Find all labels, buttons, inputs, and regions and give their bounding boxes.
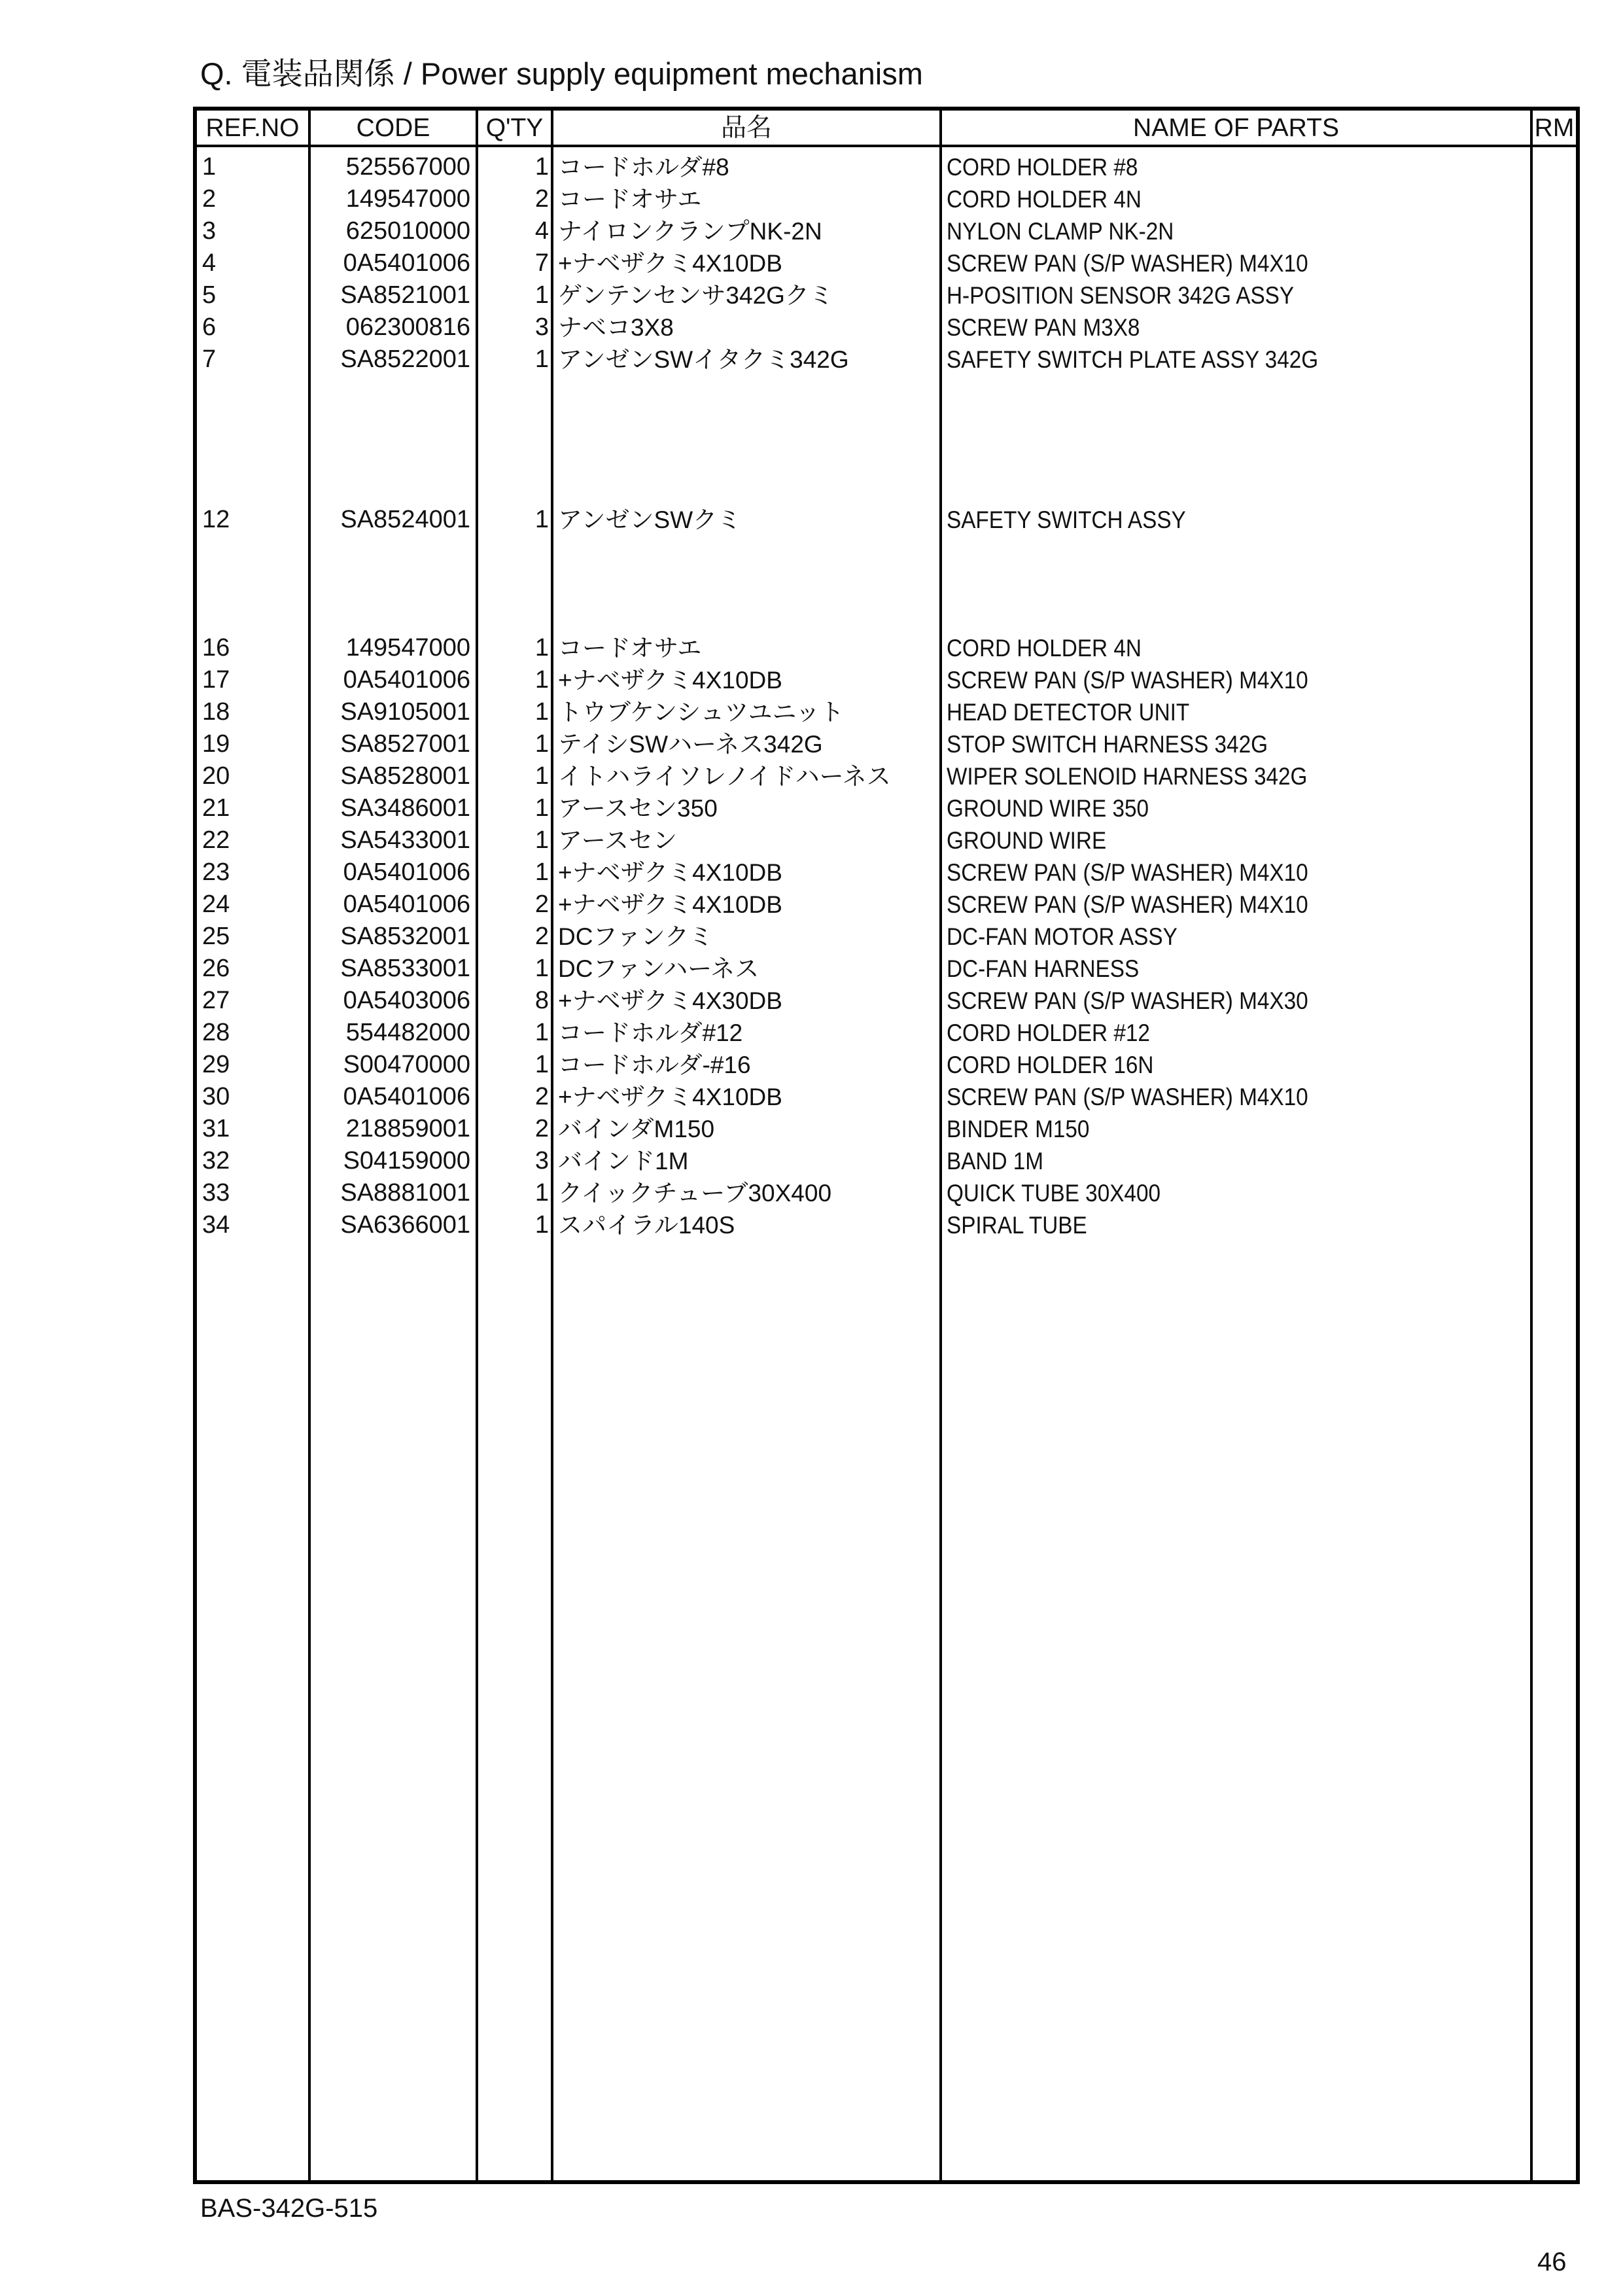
name-of-parts-cell: NYLON CLAMP NK-2N xyxy=(947,218,1174,245)
name-of-parts-cell: BINDER M150 xyxy=(947,1116,1090,1142)
qty-cell: 1 xyxy=(534,506,549,533)
table-row xyxy=(197,824,1576,857)
code-cell: SA8881001 xyxy=(340,1179,470,1207)
qty-cell: 7 xyxy=(534,249,549,277)
qty-cell: 8 xyxy=(534,987,549,1014)
ref-no-cell: 1 xyxy=(202,153,217,181)
ref-no-cell: 18 xyxy=(202,698,230,726)
ref-no-cell: 7 xyxy=(202,345,217,373)
table-row xyxy=(197,1049,1576,1081)
table-row xyxy=(197,344,1576,376)
ref-no-cell: 20 xyxy=(202,762,230,790)
header-name-of-parts: NAME OF PARTS xyxy=(1133,114,1339,142)
table-row xyxy=(197,215,1576,247)
name-of-parts-cell: SAFETY SWITCH ASSY xyxy=(947,506,1186,533)
jp-name-cell: バインド1M xyxy=(558,1148,689,1174)
jp-name-cell: +ナベザクミ4X10DB xyxy=(558,667,782,694)
qty-cell: 1 xyxy=(534,345,549,373)
jp-name-cell: アースセン xyxy=(558,827,678,854)
jp-name-cell: イトハライソレノイドハーネス xyxy=(558,763,891,790)
name-of-parts-cell: SCREW PAN (S/P WASHER) M4X10 xyxy=(947,667,1308,694)
code-cell: S00470000 xyxy=(343,1051,470,1078)
jp-name-cell: +ナベザクミ4X10DB xyxy=(558,891,782,918)
code-cell: 0A5401006 xyxy=(343,249,470,277)
name-of-parts-cell: CORD HOLDER 16N xyxy=(947,1051,1154,1078)
name-of-parts-cell: CORD HOLDER #8 xyxy=(947,154,1138,181)
code-cell: 0A5401006 xyxy=(343,1083,470,1110)
ref-no-cell: 24 xyxy=(202,891,230,918)
ref-no-cell: 34 xyxy=(202,1211,230,1239)
jp-name-cell: ナイロンクランプNK-2N xyxy=(558,218,822,245)
code-cell: 0A5401006 xyxy=(343,858,470,886)
jp-name-cell: スパイラル140S xyxy=(558,1212,735,1239)
qty-cell: 1 xyxy=(534,1019,549,1046)
jp-name-cell: ゲンテンセンサ342Gクミ xyxy=(558,282,833,309)
ref-no-cell: 25 xyxy=(202,923,230,950)
table-row xyxy=(197,1017,1576,1049)
code-cell: SA6366001 xyxy=(340,1211,470,1239)
code-cell: 218859001 xyxy=(345,1115,470,1142)
code-cell: 062300816 xyxy=(345,313,470,341)
code-cell: SA8533001 xyxy=(340,955,470,982)
qty-cell: 1 xyxy=(534,698,549,726)
name-of-parts-cell: SCREW PAN (S/P WASHER) M4X10 xyxy=(947,891,1308,918)
qty-cell: 1 xyxy=(534,153,549,181)
code-cell: SA9105001 xyxy=(340,698,470,726)
qty-cell: 1 xyxy=(534,826,549,854)
qty-cell: 2 xyxy=(534,923,549,950)
qty-cell: 1 xyxy=(534,666,549,694)
header-divider xyxy=(197,145,1576,147)
ref-no-cell: 12 xyxy=(202,506,230,533)
table-row xyxy=(197,696,1576,728)
code-cell: SA8522001 xyxy=(340,345,470,373)
code-cell: SA8521001 xyxy=(340,281,470,309)
ref-no-cell: 3 xyxy=(202,217,217,245)
table-row xyxy=(197,792,1576,824)
ref-no-cell: 6 xyxy=(202,313,217,341)
jp-name-cell: バインダM150 xyxy=(558,1116,715,1142)
qty-cell: 2 xyxy=(534,185,549,213)
qty-cell: 2 xyxy=(534,1115,549,1142)
table-row xyxy=(197,183,1576,215)
jp-name-cell: コードオサエ xyxy=(558,186,702,213)
qty-cell: 1 xyxy=(534,794,549,822)
jp-name-cell: +ナベザクミ4X30DB xyxy=(558,987,782,1014)
jp-name-cell: トウブケンシュツユニット xyxy=(558,699,845,726)
qty-cell: 1 xyxy=(534,730,549,758)
qty-cell: 1 xyxy=(534,634,549,662)
qty-cell: 2 xyxy=(534,1083,549,1110)
header-code: CODE xyxy=(356,114,430,142)
code-cell: 554482000 xyxy=(345,1019,470,1046)
name-of-parts-cell: GROUND WIRE 350 xyxy=(947,795,1149,822)
code-cell: 149547000 xyxy=(345,634,470,662)
code-cell: 525567000 xyxy=(345,153,470,181)
name-of-parts-cell: H-POSITION SENSOR 342G ASSY xyxy=(947,282,1295,309)
code-cell: SA8532001 xyxy=(340,923,470,950)
code-cell: 0A5403006 xyxy=(343,987,470,1014)
header-ref-no: REF.NO xyxy=(205,114,300,142)
table-row xyxy=(197,1081,1576,1113)
jp-name-cell: +ナベザクミ4X10DB xyxy=(558,250,782,277)
ref-no-cell: 2 xyxy=(202,185,217,213)
jp-name-cell: DCファンクミ xyxy=(558,923,713,950)
code-cell: 149547000 xyxy=(345,185,470,213)
qty-cell: 1 xyxy=(534,955,549,982)
qty-cell: 1 xyxy=(534,1179,549,1207)
ref-no-cell: 21 xyxy=(202,794,230,822)
ref-no-cell: 23 xyxy=(202,858,230,886)
qty-cell: 1 xyxy=(534,1051,549,1078)
qty-cell: 3 xyxy=(534,1147,549,1174)
name-of-parts-cell: BAND 1M xyxy=(947,1148,1044,1174)
code-cell: SA3486001 xyxy=(340,794,470,822)
jp-name-cell: DCファンハーネス xyxy=(558,955,759,982)
name-of-parts-cell: HEAD DETECTOR UNIT xyxy=(947,699,1190,726)
ref-no-cell: 4 xyxy=(202,249,217,277)
ref-no-cell: 31 xyxy=(202,1115,230,1142)
page-number: 46 xyxy=(1537,2248,1567,2276)
table-row xyxy=(197,1113,1576,1145)
header-rm: RM xyxy=(1534,114,1575,142)
code-cell: SA8528001 xyxy=(340,762,470,790)
table-row xyxy=(197,1177,1576,1209)
jp-name-cell: アースセン350 xyxy=(558,795,718,822)
jp-name-cell: コードオサエ xyxy=(558,635,702,662)
table-row xyxy=(197,1145,1576,1177)
jp-name-cell: コードホルダ-#16 xyxy=(558,1051,751,1078)
name-of-parts-cell: SAFETY SWITCH PLATE ASSY 342G xyxy=(947,346,1319,373)
table-row xyxy=(197,889,1576,921)
name-of-parts-cell: SCREW PAN (S/P WASHER) M4X30 xyxy=(947,987,1308,1014)
name-of-parts-cell: CORD HOLDER 4N xyxy=(947,635,1142,662)
table-row xyxy=(197,760,1576,792)
name-of-parts-cell: SCREW PAN (S/P WASHER) M4X10 xyxy=(947,1084,1308,1110)
jp-name-cell: +ナベザクミ4X10DB xyxy=(558,1084,782,1110)
code-cell: S04159000 xyxy=(343,1147,470,1174)
ref-no-cell: 32 xyxy=(202,1147,230,1174)
code-cell: SA8524001 xyxy=(340,506,470,533)
ref-no-cell: 19 xyxy=(202,730,230,758)
name-of-parts-cell: GROUND WIRE xyxy=(947,827,1107,854)
jp-name-cell: クイックチューブ30X400 xyxy=(558,1180,832,1207)
table-row xyxy=(197,857,1576,889)
name-of-parts-cell: SPIRAL TUBE xyxy=(947,1212,1087,1239)
jp-name-cell: テイシSWハーネス342G xyxy=(558,731,823,758)
ref-no-cell: 28 xyxy=(202,1019,230,1046)
name-of-parts-cell: QUICK TUBE 30X400 xyxy=(947,1180,1161,1207)
name-of-parts-cell: DC-FAN MOTOR ASSY xyxy=(947,923,1178,950)
header-qty: Q'TY xyxy=(485,114,544,142)
table-row xyxy=(197,504,1576,536)
page-title: Q. 電装品関係 / Power supply equipment mechanism xyxy=(200,56,923,91)
qty-cell: 4 xyxy=(534,217,549,245)
ref-no-cell: 27 xyxy=(202,987,230,1014)
ref-no-cell: 5 xyxy=(202,281,217,309)
table-row xyxy=(197,247,1576,279)
name-of-parts-cell: STOP SWITCH HARNESS 342G xyxy=(947,731,1268,758)
table-row xyxy=(197,1209,1576,1241)
table-row xyxy=(197,279,1576,311)
ref-no-cell: 33 xyxy=(202,1179,230,1207)
name-of-parts-cell: CORD HOLDER #12 xyxy=(947,1019,1150,1046)
jp-name-cell: コードホルダ#8 xyxy=(558,154,729,181)
qty-cell: 2 xyxy=(534,891,549,918)
table-row xyxy=(197,985,1576,1017)
code-cell: 625010000 xyxy=(345,217,470,245)
code-cell: SA5433001 xyxy=(340,826,470,854)
jp-name-cell: ナベコ3X8 xyxy=(558,314,674,341)
jp-name-cell: アンゼンSWイタクミ342G xyxy=(558,346,849,373)
ref-no-cell: 29 xyxy=(202,1051,230,1078)
table-row xyxy=(197,632,1576,664)
ref-no-cell: 16 xyxy=(202,634,230,662)
table-row xyxy=(197,921,1576,953)
table-row xyxy=(197,664,1576,696)
qty-cell: 1 xyxy=(534,762,549,790)
qty-cell: 1 xyxy=(534,281,549,309)
table-row xyxy=(197,728,1576,760)
name-of-parts-cell: WIPER SOLENOID HARNESS 342G xyxy=(947,763,1308,790)
code-cell: 0A5401006 xyxy=(343,891,470,918)
ref-no-cell: 30 xyxy=(202,1083,230,1110)
qty-cell: 1 xyxy=(534,1211,549,1239)
jp-name-cell: コードホルダ#12 xyxy=(558,1019,743,1046)
name-of-parts-cell: SCREW PAN (S/P WASHER) M4X10 xyxy=(947,859,1308,886)
table-row xyxy=(197,953,1576,985)
name-of-parts-cell: SCREW PAN M3X8 xyxy=(947,314,1140,341)
qty-cell: 1 xyxy=(534,858,549,886)
ref-no-cell: 22 xyxy=(202,826,230,854)
header-jp-name: 品名 xyxy=(720,114,772,142)
name-of-parts-cell: DC-FAN HARNESS xyxy=(947,955,1140,982)
table-row xyxy=(197,151,1576,183)
code-cell: 0A5401006 xyxy=(343,666,470,694)
qty-cell: 3 xyxy=(534,313,549,341)
ref-no-cell: 17 xyxy=(202,666,230,694)
code-cell: SA8527001 xyxy=(340,730,470,758)
name-of-parts-cell: CORD HOLDER 4N xyxy=(947,186,1142,213)
footer-model-code: BAS-342G-515 xyxy=(200,2194,378,2223)
parts-table xyxy=(193,107,1580,2184)
name-of-parts-cell: SCREW PAN (S/P WASHER) M4X10 xyxy=(947,250,1308,277)
jp-name-cell: アンゼンSWクミ xyxy=(558,506,742,533)
jp-name-cell: +ナベザクミ4X10DB xyxy=(558,859,782,886)
ref-no-cell: 26 xyxy=(202,955,230,982)
table-row xyxy=(197,311,1576,344)
